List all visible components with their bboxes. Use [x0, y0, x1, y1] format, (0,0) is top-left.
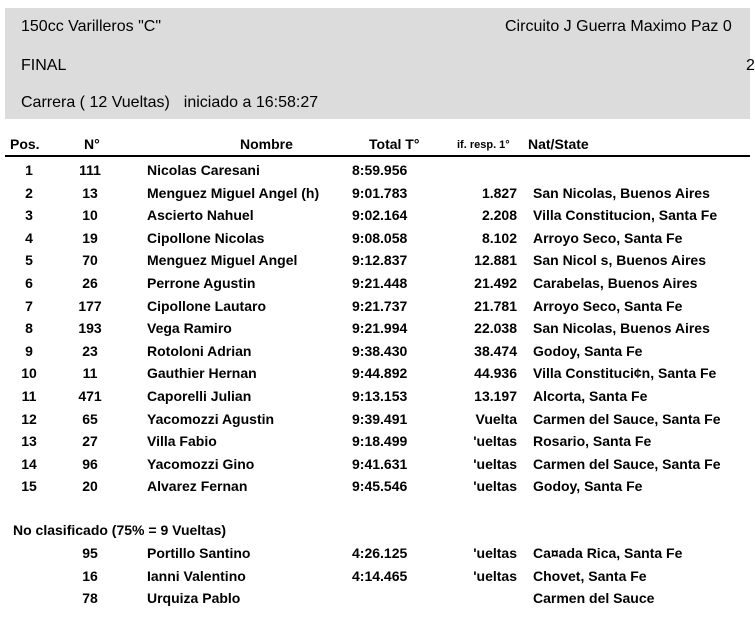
driver-name-cell: Cipollone Nicolas — [147, 229, 265, 246]
table-row — [0, 320, 750, 342]
position-cell: 13 — [21, 433, 37, 450]
number-cell: 96 — [82, 455, 98, 472]
gap-cell: 38.474 — [474, 342, 517, 359]
table-row — [0, 343, 750, 365]
position-cell: 2 — [25, 184, 33, 201]
number-cell: 19 — [82, 229, 98, 246]
header-divider — [5, 155, 750, 157]
total-time-cell: 9:08.058 — [352, 229, 408, 246]
total-time-cell: 9:44.892 — [352, 365, 408, 382]
total-time-cell: 9:41.631 — [352, 455, 408, 472]
table-row — [0, 545, 750, 567]
top-strip — [0, 0, 750, 8]
column-header-pos: Pos. — [10, 136, 40, 152]
number-cell: 16 — [82, 567, 98, 584]
table-row — [0, 456, 750, 478]
location-cell: Arroyo Seco, Santa Fe — [533, 229, 683, 246]
position-cell: 7 — [25, 297, 33, 314]
column-header-num: N° — [84, 136, 100, 152]
position-cell: 6 — [25, 275, 33, 291]
driver-name-cell: Villa Fabio — [147, 433, 217, 450]
driver-name-cell: Nicolas Caresani — [147, 162, 260, 178]
driver-name-cell: Alvarez Fernan — [147, 478, 248, 495]
table-row — [0, 365, 750, 387]
position-cell: 10 — [21, 365, 37, 382]
driver-name-cell: Ascierto Nahuel — [147, 207, 254, 224]
driver-name-cell: Menguez Miguel Angel (h) — [147, 184, 320, 201]
category-title: 150cc Varilleros "C" — [21, 18, 161, 35]
location-cell: Carmen del Sauce, Santa Fe — [533, 410, 721, 427]
location-cell: Arroyo Seco, Santa Fe — [533, 297, 683, 314]
circuit-name: Circuito J Guerra Maximo Paz 0 — [505, 18, 732, 35]
table-row — [0, 478, 750, 500]
total-time-cell: 9:13.153 — [352, 388, 408, 404]
total-time-cell: 9:02.164 — [352, 207, 408, 224]
gap-cell: 'ueltas — [473, 478, 517, 495]
location-cell: Carmen del Sauce — [533, 590, 655, 607]
position-cell: 8 — [25, 320, 33, 337]
driver-name-cell: Yacomozzi Gino — [147, 455, 255, 472]
gap-cell: 'ueltas — [473, 545, 517, 561]
gap-cell: 12.881 — [474, 252, 517, 269]
number-cell: 27 — [82, 433, 98, 450]
gap-cell: 8.102 — [481, 229, 517, 246]
location-cell: Chovet, Santa Fe — [533, 567, 647, 584]
driver-name-cell: Yacomozzi Agustin — [147, 410, 275, 427]
driver-name-cell: Perrone Agustin — [147, 275, 256, 291]
gap-cell: 44.936 — [474, 365, 517, 382]
total-time-cell: 9:01.783 — [352, 184, 408, 201]
gap-cell: 21.492 — [474, 275, 517, 291]
gap-cell: 21.781 — [474, 297, 517, 314]
location-cell: Carabelas, Buenos Aires — [533, 275, 698, 291]
gap-cell: Vuelta — [475, 410, 517, 427]
total-time-cell: 9:21.737 — [352, 297, 408, 314]
number-cell: 26 — [82, 275, 98, 291]
stage-label: FINAL — [21, 57, 67, 74]
gap-cell: 13.197 — [474, 388, 517, 404]
position-cell: 1 — [25, 162, 33, 178]
total-time-cell: 9:18.499 — [352, 433, 408, 450]
table-row — [0, 252, 750, 274]
number-cell: 471 — [78, 388, 102, 404]
number-cell: 11 — [82, 365, 98, 382]
location-cell: Alcorta, Santa Fe — [533, 388, 648, 404]
location-cell: Villa Constituci¢n, Santa Fe — [533, 365, 717, 382]
gap-cell: 1.827 — [481, 184, 517, 201]
table-row — [0, 230, 750, 252]
report-header — [5, 8, 755, 119]
table-row — [0, 568, 750, 590]
number-cell: 177 — [78, 297, 102, 314]
driver-name-cell: Portillo Santino — [147, 545, 251, 561]
position-cell: 3 — [25, 207, 33, 224]
column-header-diff: if. resp. 1° — [457, 139, 510, 151]
column-header-name: Nombre — [240, 136, 293, 152]
table-row — [0, 388, 750, 410]
driver-name-cell: Urquiza Pablo — [147, 590, 241, 607]
table-row — [0, 162, 750, 184]
position-cell: 9 — [25, 342, 33, 359]
number-cell: 193 — [78, 320, 102, 337]
table-row — [0, 590, 750, 612]
number-cell: 23 — [82, 342, 98, 359]
driver-name-cell: Rotoloni Adrian — [147, 342, 252, 359]
number-cell: 70 — [82, 252, 98, 269]
position-cell: 12 — [21, 410, 37, 427]
driver-name-cell: Vega Ramiro — [147, 320, 232, 337]
driver-name-cell: Ianni Valentino — [147, 567, 246, 584]
position-cell: 11 — [21, 388, 37, 404]
total-time-cell: 9:21.994 — [352, 320, 408, 337]
table-row — [0, 411, 750, 433]
location-cell: San Nicolas, Buenos Aires — [533, 184, 710, 201]
driver-name-cell: Caporelli Julian — [147, 388, 252, 404]
total-time-cell: 9:39.491 — [352, 410, 408, 427]
table-row — [0, 207, 750, 229]
number-cell: 111 — [79, 162, 101, 178]
position-cell: 14 — [21, 455, 37, 472]
table-row — [0, 275, 750, 297]
location-cell: Rosario, Santa Fe — [533, 433, 652, 450]
number-cell: 13 — [82, 184, 98, 201]
table-row — [0, 433, 750, 455]
position-cell: 4 — [25, 229, 33, 246]
location-cell: Carmen del Sauce, Santa Fe — [533, 455, 721, 472]
total-time-cell: 4:26.125 — [352, 545, 408, 561]
location-cell: San Nicolas, Buenos Aires — [533, 320, 710, 337]
number-cell: 65 — [82, 410, 98, 427]
column-header-nat: Nat/State — [528, 136, 589, 152]
gap-cell: 'ueltas — [473, 433, 517, 450]
not-classified-title: No clasificado (75% = 9 Vueltas) — [13, 522, 227, 538]
gap-cell: 'ueltas — [473, 567, 517, 584]
gap-cell: 2.208 — [481, 207, 517, 224]
table-row — [0, 185, 750, 207]
location-cell: San Nicol s, Buenos Aires — [533, 252, 706, 269]
stage-right-label: 2 — [746, 57, 755, 74]
position-cell: 5 — [25, 252, 33, 269]
race-info — [21, 94, 318, 112]
number-cell: 10 — [82, 207, 98, 224]
number-cell: 78 — [82, 590, 98, 607]
driver-name-cell: Gauthier Hernan — [147, 365, 257, 382]
driver-name-cell: Menguez Miguel Angel — [147, 252, 298, 269]
race-start: iniciado a 16:58:27 — [183, 94, 319, 111]
column-header-total: Total T° — [369, 136, 420, 152]
location-cell: Ca¤ada Rica, Santa Fe — [533, 545, 683, 561]
total-time-cell: 9:21.448 — [352, 275, 408, 291]
total-time-cell: 8:59.956 — [352, 162, 408, 178]
gap-cell: 22.038 — [474, 320, 517, 337]
gap-cell: 'ueltas — [473, 455, 517, 472]
driver-name-cell: Cipollone Lautaro — [147, 297, 266, 314]
table-row — [0, 298, 750, 320]
location-cell: Godoy, Santa Fe — [533, 478, 643, 495]
location-cell: Villa Constitucion, Santa Fe — [533, 207, 718, 224]
number-cell: 95 — [82, 545, 98, 561]
position-cell: 15 — [21, 478, 37, 495]
total-time-cell: 9:45.546 — [352, 478, 408, 495]
race-label: Carrera ( 12 Vueltas) — [21, 94, 170, 111]
location-cell: Godoy, Santa Fe — [533, 342, 643, 359]
total-time-cell: 9:38.430 — [352, 342, 408, 359]
total-time-cell: 9:12.837 — [352, 252, 408, 269]
number-cell: 20 — [82, 478, 98, 495]
total-time-cell: 4:14.465 — [352, 567, 408, 584]
